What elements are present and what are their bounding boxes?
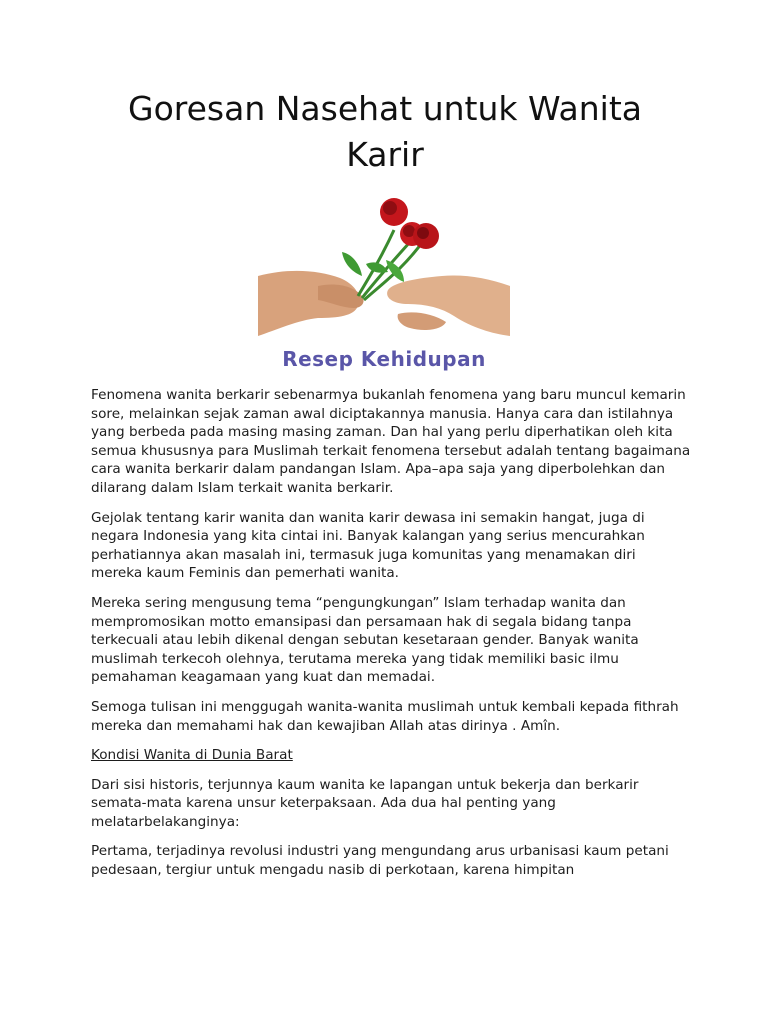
paragraph: Gejolak tentang karir wanita dan wanita karir dewasa ini semakin hangat, juga di negara Indonesia yang kita cintai ini. Banyak kalangan yang serius mencurahkan perhatiannya akan masalah ini, termasuk juga komunitas yang menamakan diri mereka kaum Feminis dan pemerhati wanita. (91, 509, 645, 582)
paragraph: Fenomena wanita berkarir sebenarmya bukanlah fenomena yang baru muncul kemarin sore, melainkan sejak zaman awal diciptakannya manusia. Hanya cara dan istilahnya yang berbeda pada masing masing zaman. Dan hal yang perlu diperhatikan oleh kita semua khususnya para Muslimah terkait fenomena tersebut adalah tentang bagaimana cara wanita berkarir dalam pandangan Islam. Apa–apa saja yang diperbolehkan dan dilarang dalam Islam terkait wanita berkarir. (91, 387, 691, 496)
article-body (91, 386, 691, 891)
paragraph: Dari sisi historis, terjunnya kaum wanita ke lapangan untuk bekerja dan berkarir semata-mata karena unsur keterpaksaan. Ada dua hal penting yang melatarbelakanginya: (91, 776, 639, 830)
document-title: Goresan Nasehat untuk Wanita Karir (128, 89, 642, 174)
paragraph: Pertama, terjadinya revolusi industri yang mengundang arus urbanisasi kaum petani pedesaan, tergiur untuk mengadu nasib di perkotaan, karena himpitan (91, 843, 669, 879)
section-heading: Kondisi Wanita di Dunia Barat (91, 747, 293, 764)
image-caption: Resep Kehidupan (282, 347, 486, 371)
paragraph: Mereka sering mengusung tema “pengungkungan” Islam terhadap wanita dan mempromosikan motto emansipasi dan persamaan hak di segala bidang tanpa terkecuali atau lebih dikenal dengan sebutan kesetaraan gender. Banyak wanita muslimah terkecoh olehnya, terutama mereka yang tidak memiliki basic ilmu pemahaman keagamaan yang kuat dan memadai. (91, 594, 639, 686)
paragraph: Semoga tulisan ini menggugah wanita-wanita muslimah untuk kembali kepada fithrah mereka dan memahami hak dan kewajiban Allah atas dirinya . Amîn. (91, 698, 679, 734)
